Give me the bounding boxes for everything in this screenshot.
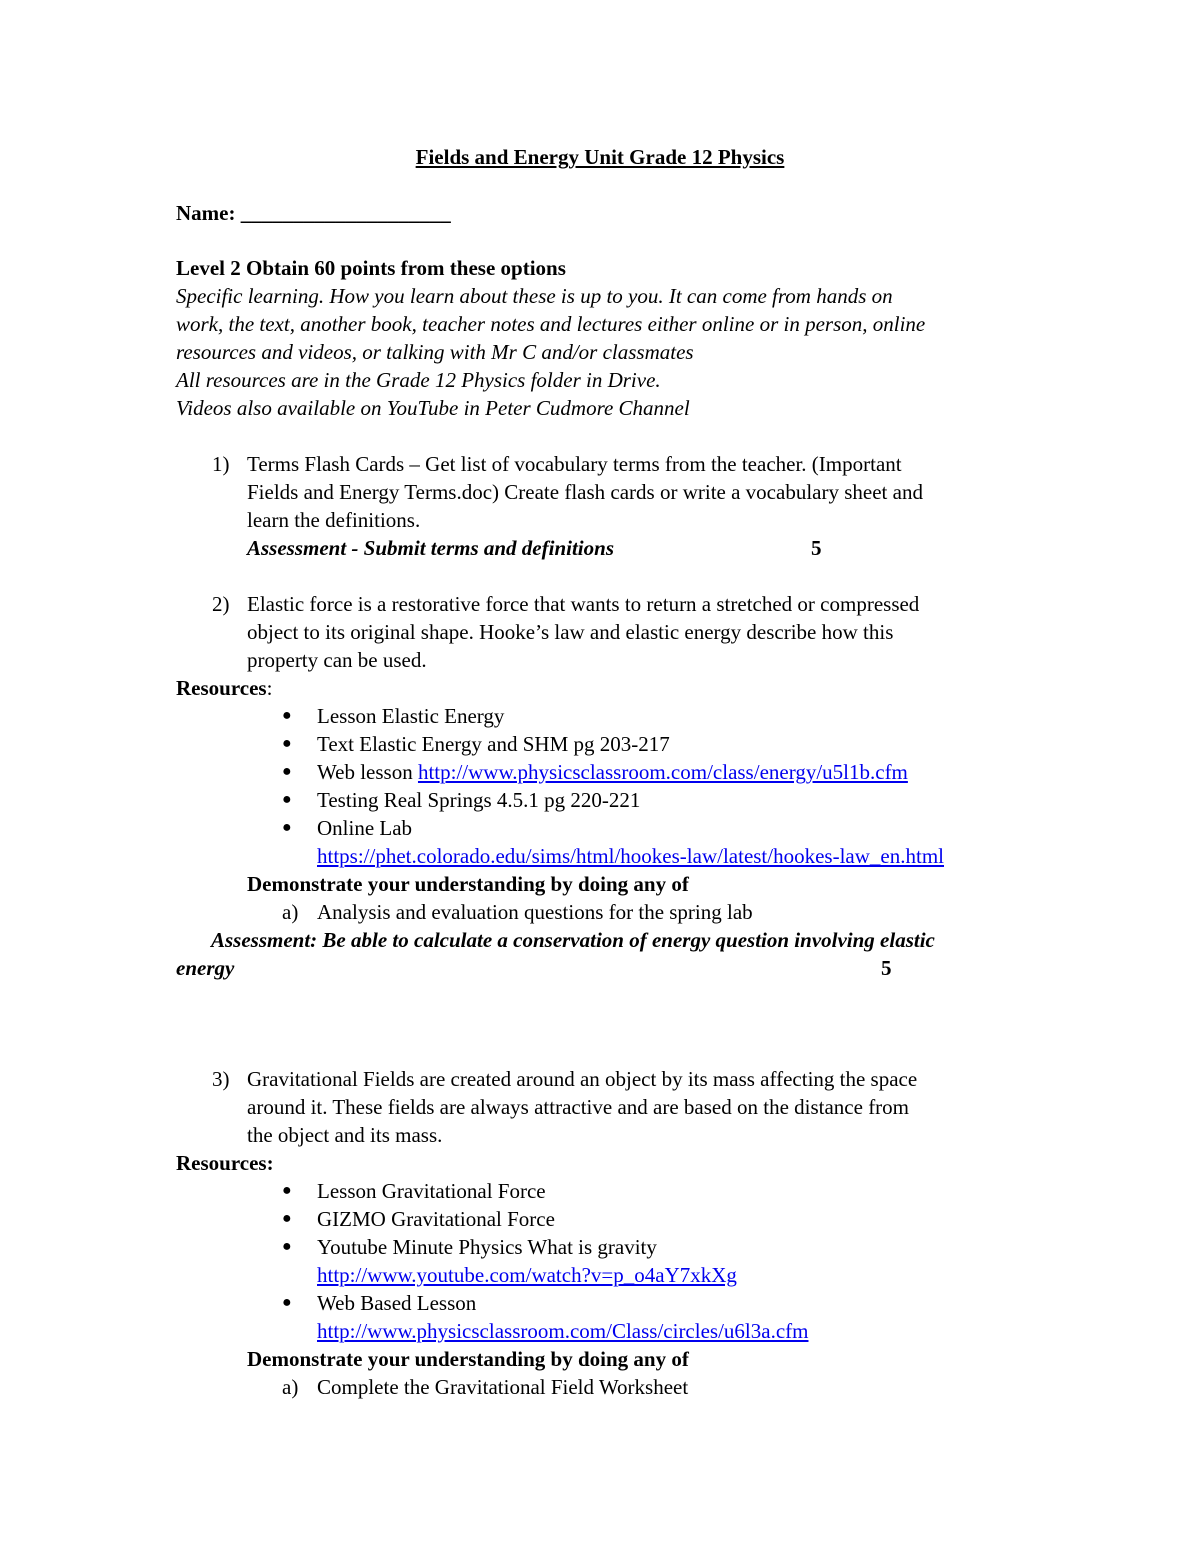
bullet-icon: ● xyxy=(282,791,292,808)
item-3-option: Complete the Gravitational Field Worksheet xyxy=(317,1375,689,1399)
bullet-icon: ● xyxy=(282,735,292,752)
item-2-text: Elastic force is a restorative force that wants to return a stretched or compressed xyxy=(247,592,920,616)
intro-line: Specific learning. How you learn about these is up to you. It can come from hands on xyxy=(176,284,893,308)
resource-item: Lesson Gravitational Force xyxy=(317,1179,546,1203)
item-3-number: 3) xyxy=(212,1067,230,1091)
web-based-lesson-link[interactable]: http://www.physicsclassroom.com/Class/circles/u6l3a.cfm xyxy=(317,1319,809,1343)
resource-item: Web Based Lesson xyxy=(317,1291,477,1315)
name-blank: ____________________ xyxy=(240,201,451,225)
youtube-link[interactable]: http://www.youtube.com/watch?v=p_o4aY7xkXg xyxy=(317,1263,737,1287)
item-3-text: around it. These fields are always attractive and are based on the distance from xyxy=(247,1095,910,1119)
page-title: Fields and Energy Unit Grade 12 Physics xyxy=(415,145,785,169)
item-2-assessment-cont: energy xyxy=(176,956,235,980)
item-3-demonstrate: Demonstrate your understanding by doing any of xyxy=(247,1347,689,1371)
resource-item: Text Elastic Energy and SHM pg 203-217 xyxy=(317,732,670,756)
intro-line: work, the text, another book, teacher notes and lectures either online or in person, online xyxy=(176,312,926,336)
item-2-text: object to its original shape. Hooke’s law and elastic energy describe how this xyxy=(247,620,894,644)
resource-item: Online Lab xyxy=(317,816,413,840)
resource-item-link-line xyxy=(317,1261,737,1289)
item-3-text: Gravitational Fields are created around an object by its mass affecting the space xyxy=(247,1067,918,1091)
item-1-points: 5 xyxy=(811,536,822,560)
resources-colon: : xyxy=(266,676,273,700)
intro-line: resources and videos, or talking with Mr C and/or classmates xyxy=(176,340,694,364)
item-1-number: 1) xyxy=(212,452,230,476)
item-1-assessment: Assessment - Submit terms and definitions xyxy=(247,536,614,560)
intro-line: Videos also available on YouTube in Peter Cudmore Channel xyxy=(176,396,690,420)
item-2-demonstrate: Demonstrate your understanding by doing any of xyxy=(247,872,689,896)
item-2-assessment: Assessment: Be able to calculate a conservation of energy question involving elastic xyxy=(211,928,935,952)
bullet-icon: ● xyxy=(282,819,292,836)
resource-item: GIZMO Gravitational Force xyxy=(317,1207,555,1231)
resource-item: Youtube Minute Physics What is gravity xyxy=(317,1235,657,1259)
name-label: Name: xyxy=(176,201,236,225)
online-lab-link[interactable]: https://phet.colorado.edu/sims/html/hookes-law/latest/hookes-law_en.html xyxy=(317,844,944,868)
item-1-text: Terms Flash Cards – Get list of vocabulary terms from the teacher. (Important xyxy=(247,452,902,476)
resources-label: Resources xyxy=(176,676,267,700)
item-2-text: property can be used. xyxy=(247,648,427,672)
bullet-icon: ● xyxy=(282,1238,292,1255)
resource-item-link-line xyxy=(317,1317,808,1345)
item-2-points: 5 xyxy=(881,956,892,980)
intro-line: All resources are in the Grade 12 Physics folder in Drive. xyxy=(176,368,661,392)
item-2-number: 2) xyxy=(212,592,230,616)
name-field xyxy=(176,199,451,227)
resource-item-label: Web lesson xyxy=(317,760,418,784)
web-lesson-link[interactable]: http://www.physicsclassroom.com/class/energy/u5l1b.cfm xyxy=(417,760,908,784)
item-3-text: the object and its mass. xyxy=(247,1123,443,1147)
item-2-resources-heading xyxy=(176,674,272,702)
item-2-option: Analysis and evaluation questions for the spring lab xyxy=(317,900,753,924)
item-3-resources-heading: Resources: xyxy=(176,1151,274,1175)
resource-item: Testing Real Springs 4.5.1 pg 220-221 xyxy=(317,788,641,812)
bullet-icon: ● xyxy=(282,707,292,724)
item-3-option-letter: a) xyxy=(282,1375,299,1399)
item-1-text: Fields and Energy Terms.doc) Create flash cards or write a vocabulary sheet and xyxy=(247,480,923,504)
resource-item-link-line xyxy=(317,842,944,870)
item-1-text: learn the definitions. xyxy=(247,508,421,532)
resource-item: Lesson Elastic Energy xyxy=(317,704,505,728)
resource-item xyxy=(317,758,908,786)
level-heading: Level 2 Obtain 60 points from these options xyxy=(176,256,566,280)
bullet-icon: ● xyxy=(282,1182,292,1199)
bullet-icon: ● xyxy=(282,1294,292,1311)
bullet-icon: ● xyxy=(282,1210,292,1227)
bullet-icon: ● xyxy=(282,763,292,780)
item-2-option-letter: a) xyxy=(282,900,299,924)
